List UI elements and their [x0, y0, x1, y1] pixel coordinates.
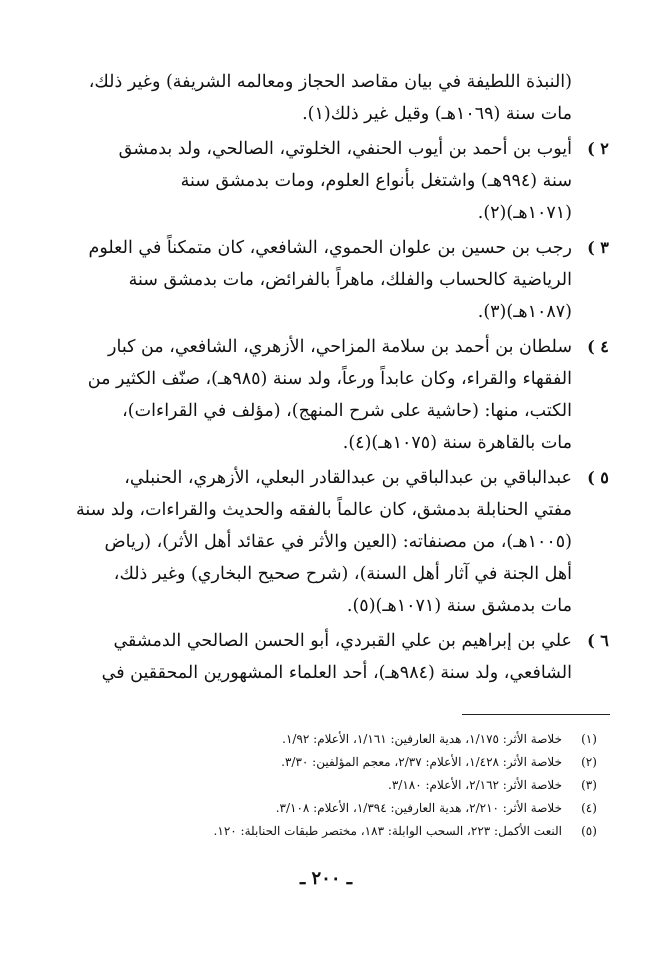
footnotes [40, 728, 604, 843]
footnote-text: خلاصة الأثر: ١/١٧٥، هدية العارفين: ١/١٦١، الأعلام: ١/٩٢. [282, 732, 562, 746]
entry-number: ٦ ) [587, 631, 609, 650]
entry-line: سلطان بن أحمد بن سلامة المزاحي، الأزهري، الشافعي، من كبار [108, 337, 572, 357]
entry-line: مفتي الحنابلة بدمشق، كان عالماً بالفقه والحديث والقراءات، ولد سنة [76, 500, 572, 520]
entry-6 [40, 625, 612, 689]
entry-line: رجب بن حسين بن علوان الحموي، الشافعي، كان متمكناً في العلوم [88, 238, 572, 258]
entry-2 [40, 133, 612, 229]
footnote-5 [40, 820, 604, 843]
footnote-number: (٥) [581, 824, 597, 838]
entry-number: ٢ ) [587, 139, 609, 158]
entry-line: أهل الجنة في آثار أهل السنة)، (شرح صحيح البخاري) وغير ذلك، [113, 564, 572, 584]
entry-line: عبدالباقي بن عبدالباقي بن عبدالقادر البعلي، الأزهري، الحنبلي، [124, 468, 572, 488]
entry-line: الشافعي، ولد سنة (٩٨٤هـ)، أحد العلماء المشهورين المحققين في [101, 663, 572, 683]
entry-5 [40, 462, 612, 622]
biography-entries [40, 66, 612, 692]
footnote-number: (٢) [581, 755, 597, 769]
footnote-3 [40, 774, 604, 797]
entry-line: سنة (٩٩٤هـ) واشتغل بأنواع العلوم، ومات بدمشق سنة [180, 171, 572, 191]
footnote-number: (٤) [581, 801, 597, 815]
entry-line: الكتب، منها: (حاشية على شرح المنهج)، (مؤلف في القراءات)، [122, 401, 572, 421]
entry-line: (١٠٨٧هـ)(٣). [477, 302, 572, 322]
entry-number: ٤ ) [587, 337, 609, 356]
entry-line: مات بالقاهرة سنة (١٠٧٥هـ)(٤). [342, 433, 572, 453]
entry-line: أيوب بن أحمد بن أيوب الحنفي، الخلوتي، الصالحي، ولد بدمشق [118, 139, 572, 159]
footnote-text: خلاصة الأثر: ٢/١٦٢، الأعلام: ٣/١٨٠. [388, 778, 562, 792]
footnote-text: خلاصة الأثر: ٢/٢١٠، هدية العارفين: ١/٣٩٤، الأعلام: ٣/١٠٨. [275, 801, 562, 815]
entry-number: ٥ ) [587, 468, 609, 487]
footnote-number: (٣) [581, 778, 597, 792]
entry-line: الرياضية كالحساب والفلك، ماهراً بالفرائض، مات بدمشق سنة [128, 270, 572, 290]
entry-3 [40, 232, 612, 328]
entry-line: (١٠٧١هـ)(٢). [477, 203, 572, 223]
footnote-number: (١) [581, 732, 597, 746]
entry-line: مات سنة (١٠٦٩هـ) وقيل غير ذلك(١). [302, 104, 572, 124]
entry-line: الفقهاء والقراء، وكان عابداً ورعاً، ولد سنة (٩٨٥هـ)، صنّف الكثير من [87, 369, 572, 389]
footnote-2 [40, 751, 604, 774]
footnote-text: خلاصة الأثر: ١/٤٢٨، الأعلام: ٢/٣٧، معجم المؤلفين: ٣/٣٠. [281, 755, 562, 769]
entry-line: مات بدمشق سنة (١٠٧١هـ)(٥). [346, 596, 572, 616]
page-number: ـ ٢٠٠ ـ [299, 868, 353, 889]
footnote-4 [40, 797, 604, 820]
entry-line: (النبذة اللطيفة في بيان مقاصد الحجاز ومعالمه الشريفة) وغير ذلك، [88, 72, 572, 92]
footnote-divider [462, 714, 610, 715]
entry-number: ٣ ) [587, 238, 609, 257]
entry-continuation [40, 66, 612, 130]
footnote-1 [40, 728, 604, 751]
entry-line: علي بن إبراهيم بن علي القبردي، أبو الحسن الصالحي الدمشقي [113, 631, 572, 651]
footnote-text: النعت الأكمل: ٢٢٣، السحب الوابلة: ١٨٣، مختصر طبقات الحنابلة: ١٢٠. [213, 824, 562, 838]
entry-4 [40, 331, 612, 459]
entry-line: (١٠٠٥هـ)، من مصنفاته: (العين والأثر في عقائد أهل الأثر)، (رياض [104, 532, 572, 552]
